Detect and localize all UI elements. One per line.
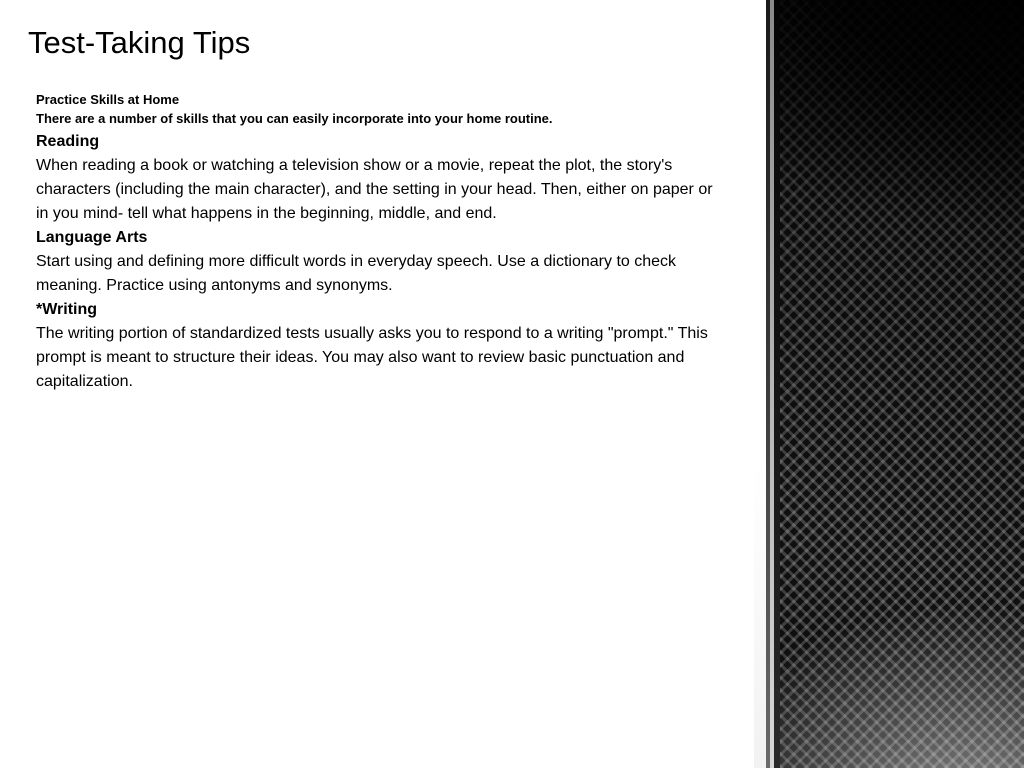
decorative-stripe [754,0,766,768]
section-body-reading: When reading a book or watching a television show or a movie, repeat the plot, the story's characters (including the main character), and the setting in your head. Then, either on paper or in you mind- tell what happens in the beginning, middle, and end. [36,157,713,222]
intro-heading: Practice Skills at Home [36,92,180,107]
slide-content [36,90,716,394]
section-body-language-arts: Start using and defining more difficult words in everyday speech. Use a dictionary to check meaning. Practice using antonyms and synonyms. [36,253,677,294]
section-heading-reading: Reading [36,133,100,150]
intro-text: There are a number of skills that you can easily incorporate into your home routine. [36,111,553,126]
section-body-writing: The writing portion of standardized tests usually asks you to respond to a writing "prompt." This prompt is meant to structure their ideas. You may also want to review basic punctuation and capitalization. [36,325,708,390]
decorative-carbon-panel [754,0,1024,768]
carbon-fiber-shading [780,0,1024,768]
section-heading-writing: *Writing [36,301,98,318]
section-heading-language-arts: Language Arts [36,229,148,246]
slide-title: Test-Taking Tips [28,25,251,60]
